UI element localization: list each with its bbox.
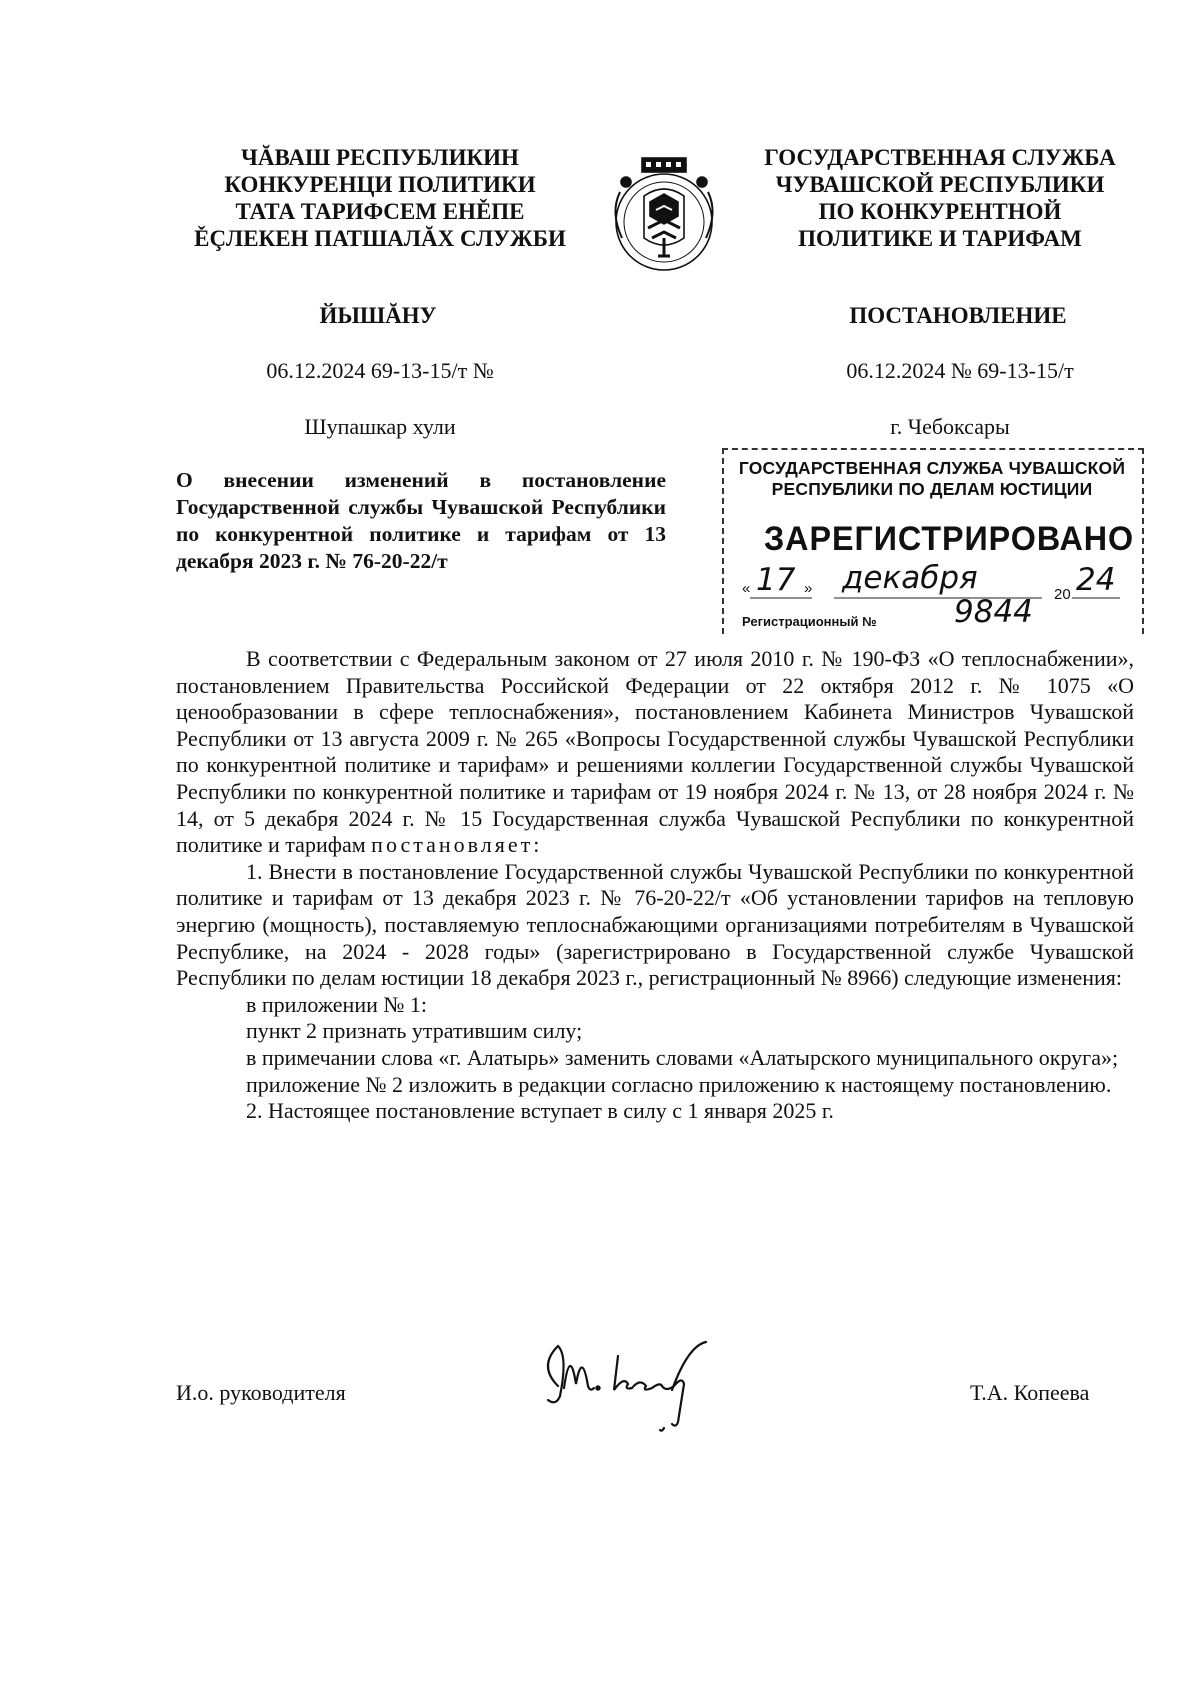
signatory-position: И.о. руководителя	[176, 1380, 346, 1405]
body-paragraph: приложение № 2 изложить в редакции согласно приложению к настоящему постановлению.	[246, 1071, 1112, 1097]
header-right-line: ПО КОНКУРЕНТНОЙ	[818, 199, 1062, 224]
stamp-date	[742, 560, 1122, 603]
stamp-quote-close: »	[804, 580, 813, 597]
city-chuvash: Шупашкар хули	[304, 414, 456, 439]
stamp-month: декабря	[842, 560, 978, 596]
body-paragraph: пункт 2 признать утратившим силу;	[246, 1018, 583, 1044]
header-right-line: ПОЛИТИКЕ И ТАРИФАМ	[798, 226, 1082, 251]
document-body	[176, 646, 1134, 1125]
doc-number-russian: 06.12.2024 № 69-13-15/т	[846, 358, 1074, 383]
body-paragraph: 1. Внести в постановление Государственной службы Чувашской Республики по конкурентной политике и тарифам от 13 декабря 2023 г. № 76-20-22/т «Об установлении тарифов на тепловую энергию (мощность), поставляемую теплоснабжающими организациями потребителям в Чувашской Республике, на 2024 - 2028 годы» (зарегистрировано в Государственной службе Чувашской Республики по делам юстиции 18 декабря 2023 г., регистрационный № 8966) следующие изменения:	[176, 858, 1134, 991]
body-paragraph: в примечании слова «г. Алатырь» заменить словами «Алатырского муниципального округа»;	[246, 1044, 1119, 1070]
header-left-line: ЧĂВАШ РЕСПУБЛИКИН	[241, 145, 519, 170]
body-paragraph	[176, 646, 1134, 859]
body-paragraph: в приложении № 1:	[246, 991, 427, 1017]
stamp-org-line: ГОСУДАРСТВЕННАЯ СЛУЖБА ЧУВАШСКОЙ	[738, 458, 1126, 478]
stamp-regno-value: 9844	[954, 594, 1033, 630]
body-spaced-word: постановляет	[371, 832, 534, 858]
header-right-line: ГОСУДАРСТВЕННАЯ СЛУЖБА	[764, 145, 1116, 170]
stamp-regno-label: Регистрационный №	[742, 614, 877, 629]
stamp-year-prefix: 20	[1054, 586, 1071, 603]
doc-number-chuvash: 06.12.2024 69-13-15/т №	[266, 358, 494, 383]
signatory-name: Т.А. Копеева	[970, 1380, 1090, 1405]
doc-title-russian: ПОСТАНОВЛЕНИЕ	[849, 303, 1067, 328]
stamp-organization	[732, 458, 1132, 500]
header-left-line: ĚÇЛЕКЕН ПАТШАЛĂХ СЛУЖБИ	[194, 226, 566, 251]
header-left-line: ТАТА ТАРИФСЕМ ЕНĚПЕ	[235, 199, 525, 224]
stamp-status: ЗАРЕГИСТРИРОВАНО	[764, 520, 1135, 558]
header-right-line: ЧУВАШСКОЙ РЕСПУБЛИКИ	[775, 172, 1105, 197]
header-right-org	[730, 144, 1150, 252]
header-left-org	[170, 144, 590, 252]
stamp-day: 17	[756, 562, 796, 598]
doc-title-chuvash: ЙЫШĂНУ	[319, 303, 437, 328]
stamp-year-suffix: 24	[1076, 562, 1116, 598]
stamp-org-line: РЕСПУБЛИКИ ПО ДЕЛАМ ЮСТИЦИИ	[771, 479, 1093, 499]
body-text-run: :	[533, 832, 540, 858]
city-russian: г. Чебоксары	[890, 414, 1010, 439]
handwritten-signature	[528, 1326, 738, 1436]
header-left-line: КОНКУРЕНЦИ ПОЛИТИКИ	[224, 172, 536, 197]
chuvash-republic-emblem-icon	[606, 152, 722, 280]
document-subject: О внесении изменений в постановление Государственной службы Чувашской Республики по конкурентной политике и тарифам от 13 декабря 2023 г. № 76-20-22/т	[176, 468, 666, 573]
registration-stamp	[722, 448, 1144, 634]
stamp-quote-open: «	[742, 580, 751, 597]
body-text-run: В соответствии с Федеральным законом от 27 июля 2010 г. № 190-ФЗ «О теплоснабжении», постановлением Правительства Российской Федерации от 22 октября 2012 г. № 1075 «О ценообразовании в сфере теплоснабжения», постановлением Кабинета Министров Чувашской Республики от 13 августа 2009 г. № 265 «Вопросы Государственной службы Чувашской Республики по конкурентной политике и тарифам» и решениями коллегии Государственной службы Чувашской Республики по конкурентной политике и тарифам от 19 ноября 2024 г. № 13, от 28 ноября 2024 г. № 14, от 5 декабря 2024 г. № 15 Государственная служба Чувашской Республики по конкурентной политике и тарифам	[176, 646, 1134, 858]
body-paragraph: 2. Настоящее постановление вступает в силу с 1 января 2025 г.	[246, 1098, 834, 1124]
